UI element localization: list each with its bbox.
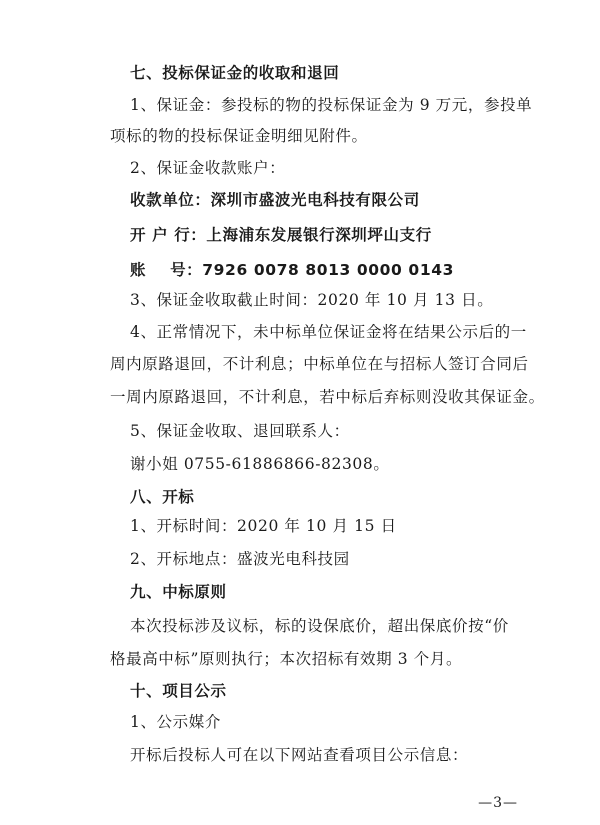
bank-name: 开 户 行：上海浦东发展银行深圳坪山支行: [130, 226, 432, 244]
section-8-item-1: 1、开标时间：2020 年 10 月 15 日: [130, 517, 397, 535]
section-10-heading: 十、项目公示: [130, 682, 227, 700]
contact-person: 谢小姐 0755-61886866-82308。: [130, 455, 390, 473]
payee-name: 收款单位：深圳市盛波光电科技有限公司: [130, 191, 420, 209]
section-9-line-2: 格最高中标”原则执行；本次招标有效期 3 个月。: [110, 650, 463, 668]
section-10-line-1: 开标后投标人可在以下网站查看项目公示信息：: [130, 746, 469, 764]
section-7-item-1-line-2: 项标的物的投标保证金明细见附件。: [110, 127, 368, 145]
section-7-item-4-line-2: 周内原路退回，不计利息；中标单位在与招标人签订合同后: [110, 355, 529, 373]
section-8-item-2: 2、开标地点：盛波光电科技园: [130, 550, 350, 568]
account-number: 账 号：7926 0078 8013 0000 0143: [130, 261, 454, 279]
section-7-item-2: 2、保证金收款账户：: [130, 159, 286, 177]
section-10-item-1: 1、公示媒介: [130, 713, 221, 731]
page-number: —3—: [478, 795, 518, 811]
section-7-item-4-line-1: 4、正常情况下，未中标单位保证金将在结果公示后的一: [130, 323, 527, 341]
section-7-item-5: 5、保证金收取、退回联系人：: [130, 422, 350, 440]
section-7-heading: 七、投标保证金的收取和退回: [130, 64, 340, 82]
section-7-item-3: 3、保证金收取截止时间：2020 年 10 月 13 日。: [130, 291, 494, 309]
section-7-item-4-line-3: 一周内原路退回，不计利息，若中标后弃标则没收其保证金。: [110, 388, 545, 406]
section-9-heading: 九、中标原则: [130, 583, 227, 601]
section-8-heading: 八、开标: [130, 488, 195, 506]
section-9-line-1: 本次投标涉及议标，标的设保底价，超出保底价按“价: [130, 617, 509, 635]
section-7-item-1-line-1: 1、保证金：参投标的物的投标保证金为 9 万元，参投单: [130, 96, 533, 114]
